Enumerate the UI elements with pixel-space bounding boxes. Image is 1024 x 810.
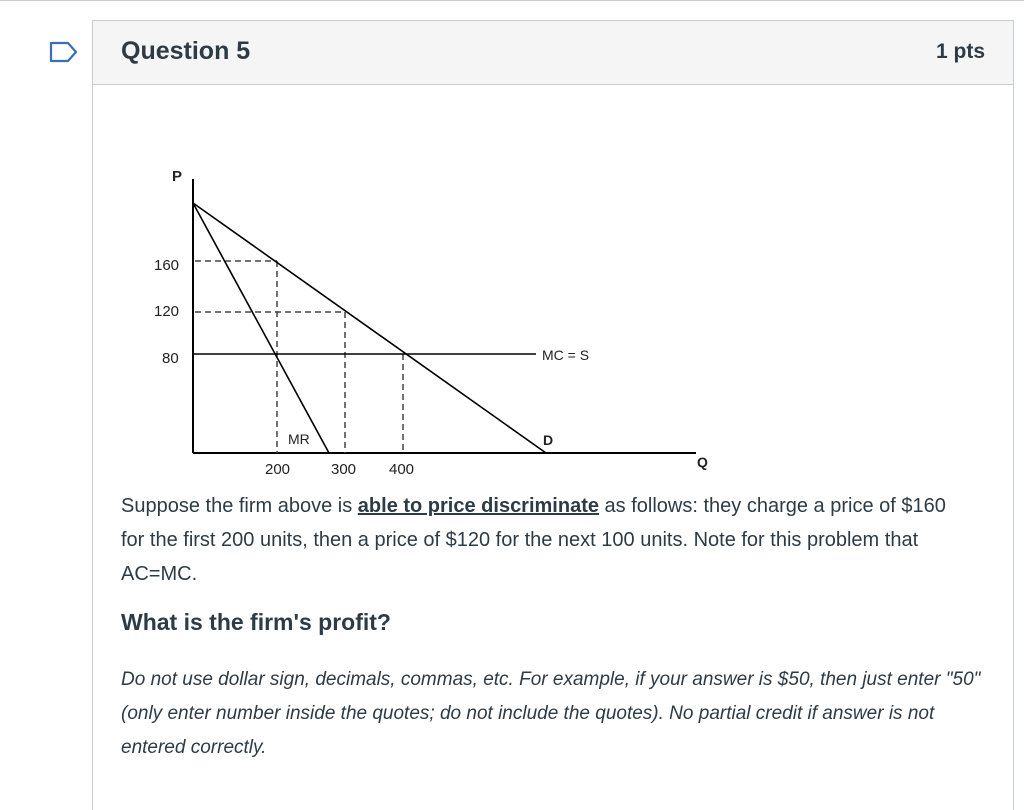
question-text-end: as follows: they charge a price of $160 for the first 200 units, then a price of $120 for the next 100 units. Note for this problem that AC=MC. [121,495,946,585]
y-tick-80: 80 [162,350,179,367]
question-text [121,489,971,591]
y-tick-120: 120 [154,303,180,320]
question-card [92,20,1014,810]
price-discrimination-graph [143,141,723,496]
x-tick-400: 400 [389,461,415,478]
mr-curve [193,203,329,453]
x-axis-label: Q [697,454,708,470]
y-axis-label: P [172,168,183,185]
answer-instructions: Do not use dollar sign, decimals, commas, etc. For example, if your answer is $50, then just enter "50" (only enter number inside the quotes; do not include the quotes). No partial credit if answer is not entered correctly. [121,669,981,758]
demand-label: D [543,432,554,448]
top-divider [0,0,1024,1]
question-prompt: What is the firm's profit? [121,609,391,635]
price-discrimination-link[interactable]: able to price discriminate [357,495,599,517]
x-tick-200: 200 [265,461,291,478]
question-text-start: Suppose the firm above is [121,495,358,517]
question-header [93,21,1013,85]
mc-label: MC = S [542,347,590,363]
x-tick-300: 300 [331,461,357,478]
mr-label: MR [288,431,310,447]
question-points: 1 pts [935,40,985,63]
demand-curve [193,203,546,453]
question-title: Question 5 [121,37,251,65]
y-tick-160: 160 [154,257,180,274]
flag-question-icon[interactable] [49,41,78,63]
